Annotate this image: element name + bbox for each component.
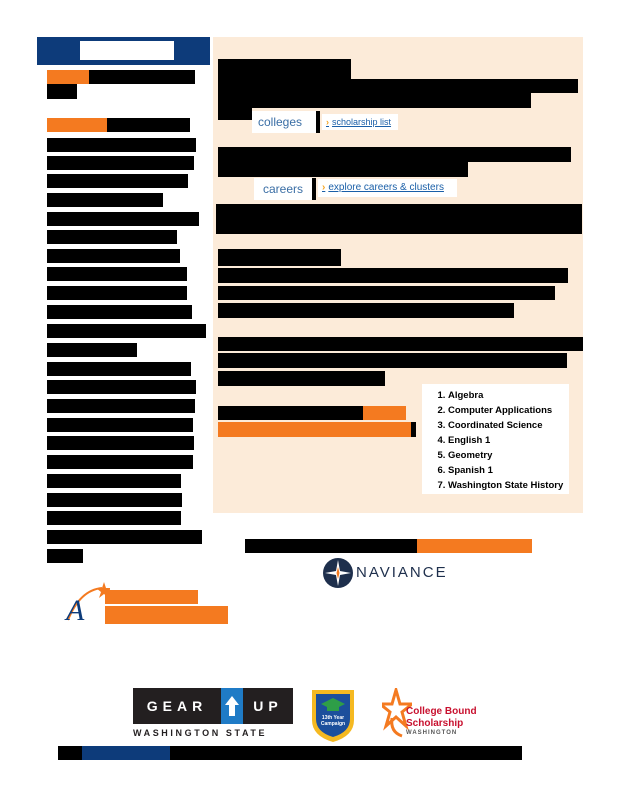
scholarship-list-label: scholarship list (332, 117, 392, 127)
college-bound-line3: WASHINGTON (406, 730, 458, 736)
naviance-logo[interactable] (320, 556, 460, 590)
naviance-caption (245, 539, 417, 553)
college-bound-line1: College Bound (406, 706, 477, 717)
up-label: UP (243, 688, 293, 724)
gear-label: GEAR (133, 688, 221, 724)
list-item: 6. Spanish 1 (448, 463, 569, 478)
list-item: 3. Coordinated Science (448, 418, 569, 433)
explore-careers-label: explore careers & clusters (328, 182, 444, 193)
list-item: 5. Geometry (448, 448, 569, 463)
list-item: 1. Algebra (448, 388, 569, 403)
campaign-badge-label: 13th Year Campaign (320, 715, 346, 727)
list-item: 2. Computer Applications (448, 403, 569, 418)
college-bound-logo (382, 688, 492, 746)
button-divider (312, 178, 316, 200)
arrow-right-icon: › (322, 182, 326, 193)
compass-star-icon (322, 557, 354, 589)
button-divider (316, 111, 320, 133)
scholarship-list-link[interactable] (322, 114, 398, 130)
naviance-caption-link (417, 539, 532, 553)
star-icon (60, 580, 110, 626)
list-item: 7. Washington State History (448, 478, 569, 493)
gear-up-logo (133, 688, 293, 748)
achievement-logo (60, 580, 230, 626)
naviance-label: NAVIANCE (356, 564, 448, 581)
list-item: 4. English 1 (448, 433, 569, 448)
arrow-right-icon: › (326, 117, 329, 127)
campaign-badge (308, 684, 358, 744)
course-list (422, 384, 569, 494)
explore-careers-link[interactable] (318, 179, 457, 197)
sidebar-header-box (80, 41, 174, 60)
colleges-button[interactable]: colleges (252, 111, 316, 133)
college-bound-line2: Scholarship (406, 718, 464, 729)
footer-bar-accent (82, 746, 170, 760)
svg-text:A: A (66, 594, 85, 626)
careers-button[interactable]: careers (254, 178, 312, 200)
up-arrow-icon (221, 688, 243, 724)
gear-up-subtitle: WASHINGTON STATE (133, 728, 268, 738)
